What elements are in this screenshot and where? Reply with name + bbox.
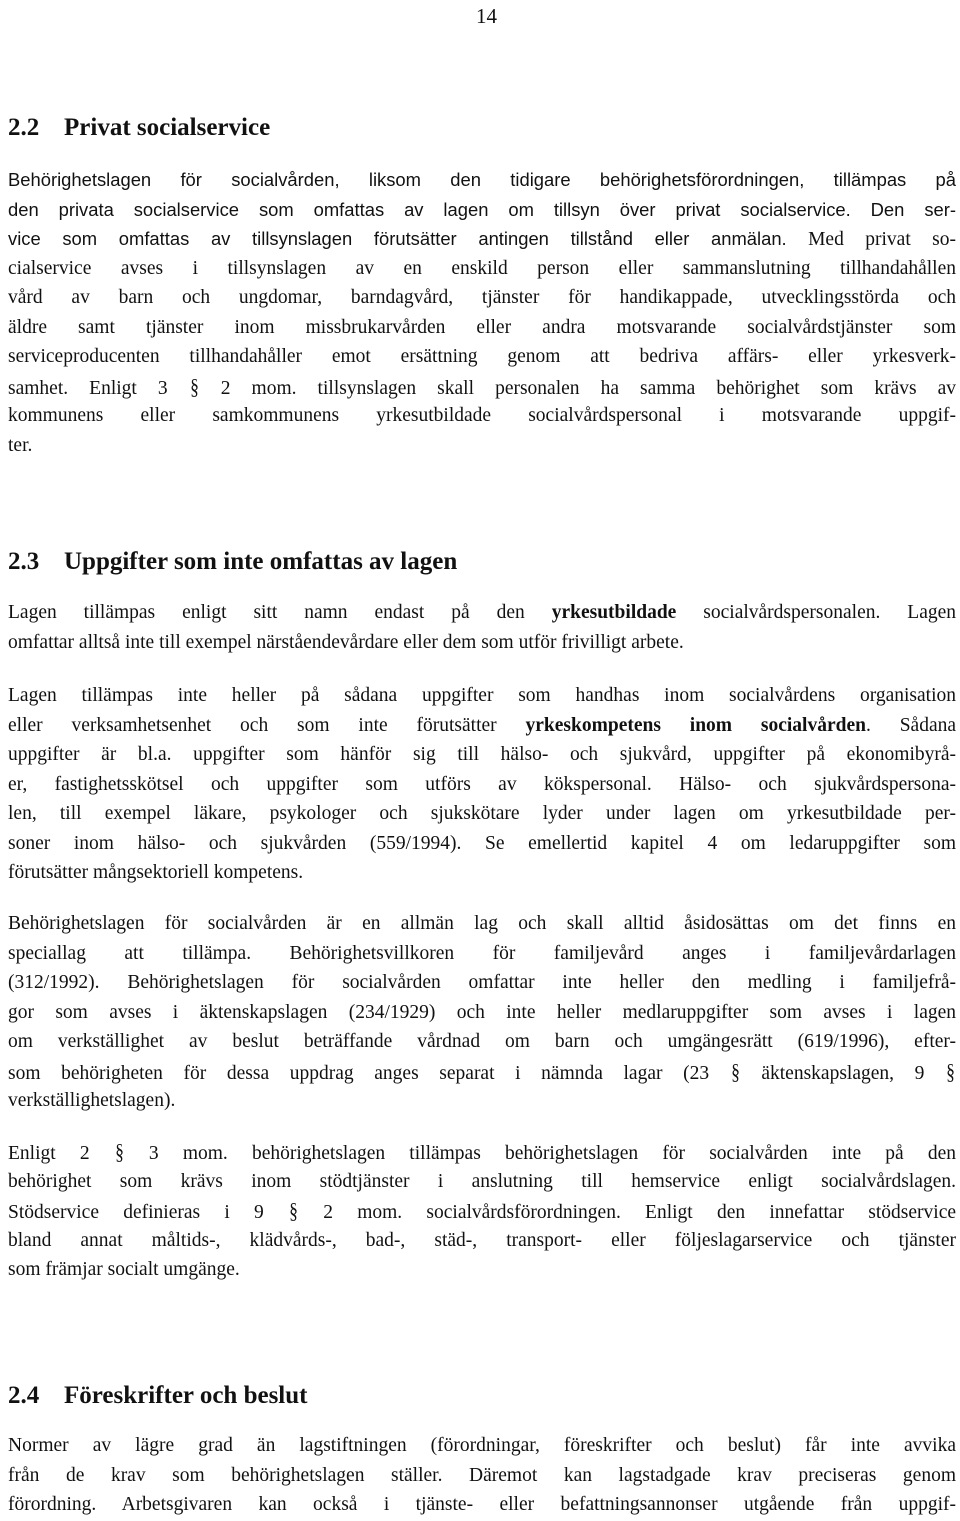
text-line: verkställighetslagen). — [8, 1090, 176, 1111]
text-segment: Lagen tillämpas enligt sitt namn endast på den — [8, 602, 525, 623]
section-sign: § — [946, 1058, 955, 1084]
text-line: kommunens eller samkommunens yrkesutbildade socialvårdspersonal i motsvarande uppgif- — [8, 405, 956, 426]
text-line: äldre samt tjänster inom missbrukarvården eller andra motsvarande socialvårdstjänster som — [8, 316, 956, 338]
paragraph-excluded-tasks — [8, 681, 956, 888]
text-line: Normer av lägre grad än lagstiftningen (förordningar, föreskrifter och beslut) får inte avvika — [8, 1435, 956, 1456]
text-line: som främjar socialt umgänge. — [8, 1259, 240, 1280]
text-segment: 2 mom. socialvårdsförordningen. Enligt den innefattar stödservice — [323, 1202, 957, 1223]
section-title: Föreskrifter och beslut — [64, 1382, 308, 1409]
page-number: 14 — [476, 4, 497, 28]
text-line — [8, 1057, 956, 1087]
text-line — [8, 1137, 956, 1167]
text-line — [8, 372, 956, 402]
text-segment: samhet. Enligt 3 — [8, 377, 168, 399]
section-sign: § — [114, 1139, 124, 1164]
paragraph-general-law — [8, 909, 956, 1116]
section-heading-2-3 — [8, 547, 457, 577]
section-sign: § — [189, 373, 199, 399]
text-line: ter. — [8, 434, 33, 456]
text-line: speciallag att tillämpa. Behörighetsvillkoren för familjevård anges i familjevårdarlagen — [8, 942, 956, 964]
text-line — [8, 598, 956, 628]
text-segment: vice som omfattas av tillsynslagen förutsätter antingen tillstånd eller anmälan. — [8, 228, 787, 249]
text-line — [8, 711, 956, 741]
section-heading-2-2 — [8, 113, 270, 143]
emphasis-text: yrkesutbildade — [551, 602, 677, 623]
text-line: Behörighetslagen för socialvården är en allmän lag och skall alltid åsidosättas om det finns en — [8, 913, 956, 934]
text-line: soner inom hälso- och sjukvården (559/1994). Se emellertid kapitel 4 om ledaruppgifter som — [8, 832, 956, 854]
text-segment: som behörigheten för dessa uppdrag anges separat i nämnda lagar (23 — [8, 1062, 710, 1084]
text-line: serviceproducenten tillhandahåller emot ersättning genom att bedriva affärs- eller yrkesverk- — [8, 346, 956, 367]
section-sign: § — [289, 1198, 298, 1223]
text-line: uppgifter är bl.a. uppgifter som hänför sig till hälso- och sjukvård, uppgifter på ekonomibyrå- — [8, 744, 956, 765]
paragraph-private-social-service — [8, 165, 956, 460]
text-line: förordning. Arbetsgivaren kan också i tjänste- eller befattningsannonser utgående från uppgif- — [8, 1494, 956, 1515]
text-line: vård av barn och ungdomar, barndagvård, tjänster för handikappade, utvecklingsstörda och — [8, 287, 956, 308]
section-title: Privat socialservice — [64, 114, 271, 141]
text-segment: 3 mom. behörighetslagen tillämpas behörighetslagen för socialvården inte på den — [148, 1143, 957, 1164]
text-segment: socialvårdspersonalen. Lagen — [703, 602, 957, 623]
section-number: 2.4 — [8, 1382, 40, 1409]
section-number: 2.2 — [8, 114, 40, 141]
text-line: den privata socialservice som omfattas av lagen om tillsyn över privat socialservice. Den ser- — [8, 198, 956, 220]
text-segment: Med privat so- — [808, 229, 957, 250]
text-line: omfattar alltså inte till exempel närståendevårdare eller dem som utför frivilligt arbete. — [8, 631, 684, 653]
paragraph-regulations — [8, 1431, 956, 1520]
paragraph-scope — [8, 598, 956, 657]
section-title: Uppgifter som inte omfattas av lagen — [64, 548, 458, 575]
section-number: 2.3 — [8, 548, 40, 575]
text-line: er, fastighetsskötsel och uppgifter som utförs av kökspersonal. Hälso- och sjukvårdspersona- — [8, 773, 956, 795]
text-line: bland annat måltids-, klädvårds-, bad-, städ-, transport- eller följeslagarservice och tjänster — [8, 1229, 956, 1251]
text-line: förutsätter mångsektoriell kompetens. — [8, 862, 304, 883]
text-line: om verkställighet av beslut beträffande vårdnad om barn och umgängesrätt (619/1996), efter- — [8, 1031, 956, 1052]
text-line: behörighet som krävs inom stödtjänster i anslutning till hemservice enligt socialvårdslagen. — [8, 1170, 956, 1192]
text-segment: . Sådana — [865, 714, 957, 736]
text-line: Lagen tillämpas inte heller på sådana uppgifter som handhas inom socialvårdens organisation — [8, 685, 956, 706]
section-heading-2-4 — [8, 1381, 307, 1411]
text-segment: Stödservice definieras i 9 — [8, 1202, 264, 1223]
section-sign: § — [730, 1058, 740, 1084]
text-segment: äktenskapslagen, 9 — [761, 1062, 925, 1084]
text-line: gor som avses i äktenskapslagen (234/1929) och inte heller medlaruppgifter som avses i lagen — [8, 1001, 956, 1023]
text-line: len, till exempel läkare, psykologer och sjukskötare lyder under lagen om yrkesutbildade per- — [8, 803, 956, 824]
text-line: från de krav som behörighetslagen ställer. Däremot kan lagstadgade krav preciseras genom — [8, 1464, 956, 1486]
text-line: cialservice avses i tillsynslagen av en enskild person eller sammanslutning tillhandahållen — [8, 257, 956, 279]
text-line: (312/1992). Behörighetslagen för socialvården omfattar inte heller den medling i familjefrå- — [8, 972, 956, 993]
text-segment: 2 mom. tillsynslagen skall personalen ha samma behörighet som krävs av — [220, 377, 957, 399]
paragraph-support-services — [8, 1137, 956, 1285]
text-line — [8, 1196, 956, 1226]
emphasis-text: yrkeskompetens inom socialvården — [525, 714, 866, 736]
text-line: Behörighetslagen för socialvården, liksom den tidigare behörighetsförordningen, tillämpas på — [8, 169, 956, 190]
text-segment: Enligt 2 — [8, 1143, 90, 1164]
text-segment: eller verksamhetsenhet och som inte förutsätter — [8, 714, 497, 736]
text-line — [8, 224, 956, 254]
